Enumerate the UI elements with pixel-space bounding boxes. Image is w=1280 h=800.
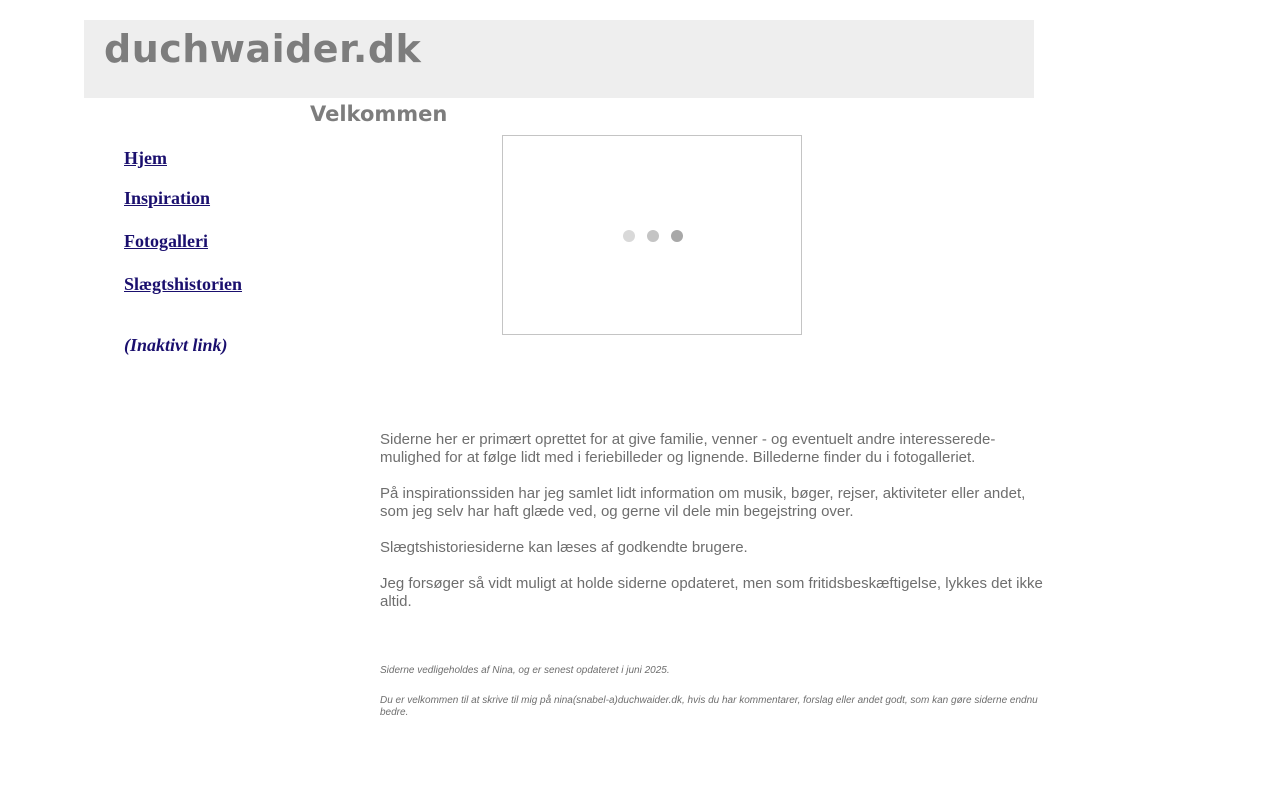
nav-link-fotogalleri[interactable]: Fotogalleri — [124, 231, 208, 251]
paragraph-inspiration: På inspirationssiden har jeg samlet lidt information om musik, bøger, rejser, aktiviteter eller andet, som jeg selv har haft glæde ved, og gerne vil dele min begejstring over. — [380, 485, 1026, 520]
site-title: duchwaider.dk — [104, 27, 422, 71]
nav-link-hjem[interactable]: Hjem — [124, 148, 167, 168]
loading-dot — [671, 230, 683, 242]
paragraph-intro: Siderne her er primært oprettet for at give familie, venner - og eventuelt andre interesserede- mulighed for at følge lidt med i feriebilleder og lignende. Billederne finder du i fotogalleriet. — [380, 431, 996, 466]
footer — [380, 665, 1050, 737]
nav-link-slaegtshistorien[interactable]: Slægtshistorien — [124, 274, 243, 294]
paragraph-updates: Jeg forsøger så vidt muligt at holde siderne opdateret, men som fritidsbeskæftigelse, lykkes det ikke altid. — [380, 575, 1043, 610]
page-title: Velkommen — [310, 102, 448, 126]
welcome-text — [380, 431, 1050, 629]
loading-dot — [623, 230, 635, 242]
nav-link-inspiration[interactable]: Inspiration — [124, 188, 211, 208]
loading-dots-icon — [623, 230, 683, 242]
footer-contact: Du er velkommen til at skrive til mig på nina(snabel-a)duchwaider.dk, hvis du har kommentarer, forslag eller andet godt, som kan gøre siderne endnu bedre. — [380, 695, 1038, 718]
paragraph-genealogy: Slægtshistoriesiderne kan læses af godkendte brugere. — [380, 539, 748, 556]
site-header — [84, 20, 1034, 98]
loading-dot — [647, 230, 659, 242]
footer-maintained: Siderne vedligeholdes af Nina, og er senest opdateret i juni 2025. — [380, 665, 670, 676]
slideshow-frame[interactable] — [502, 135, 802, 335]
nav-inactive-link: (Inaktivt link) — [124, 335, 228, 355]
